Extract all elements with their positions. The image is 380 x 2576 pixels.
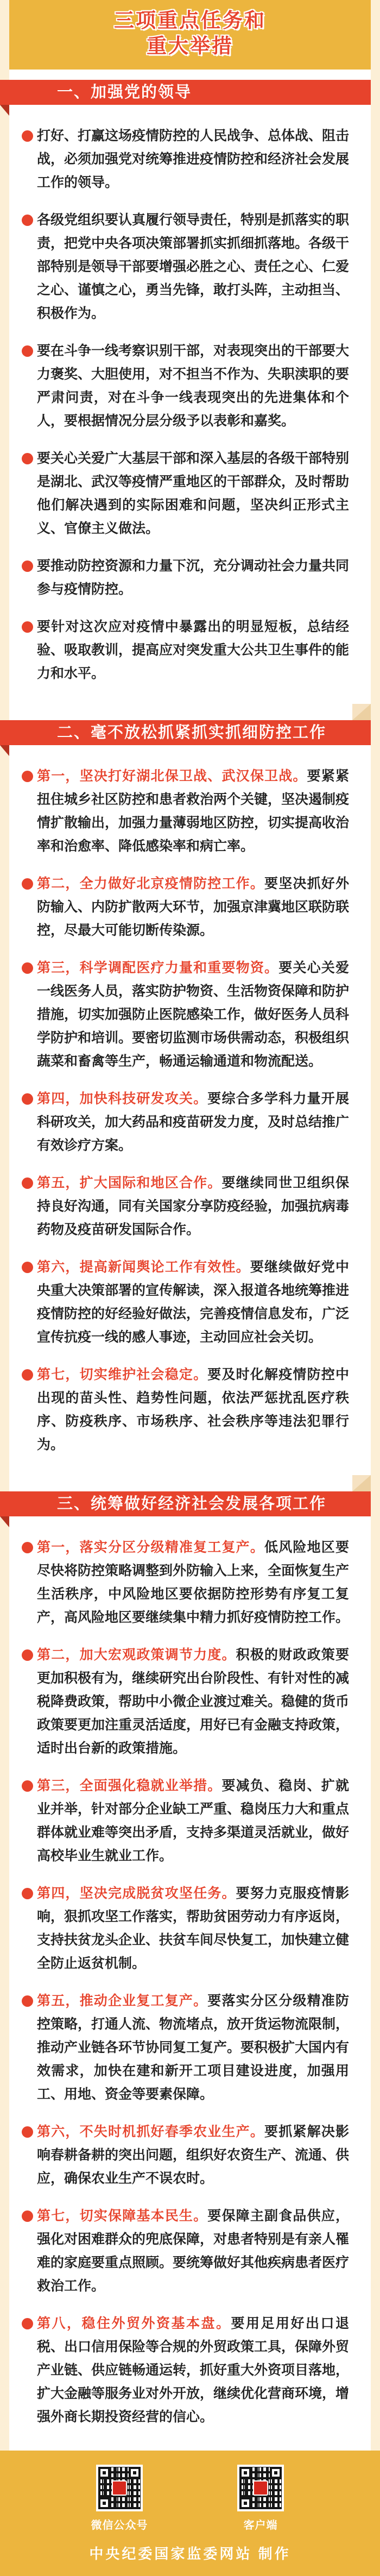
qr-finder-icon [239, 2497, 251, 2509]
bullet-dot-icon [22, 621, 33, 633]
bullet-item [22, 765, 349, 858]
bullet-dot-icon [22, 130, 33, 142]
qr-label: 微信公众号 [91, 2520, 148, 2531]
bullet-text: 要抓紧解决影响春耕备耕的突出问题，组织好农资生产、流通、供应，确保农业生产不误农时。 [37, 2124, 350, 2186]
bullet-item [22, 1256, 349, 1349]
section-banner [0, 720, 371, 745]
qr-code-icon [96, 2465, 143, 2511]
bullet-item [22, 447, 349, 540]
bullet-item [22, 2120, 349, 2190]
bullet-text: 要用足用好出口退税、出口信用保险等合规的外贸政策工具，保障外贸产业链、供应链畅通运转，抓好重大外资项目落地，扩大金融等服务业对外开放，继续优化营商环境，增强外商长期投资经营的信心。 [37, 2316, 350, 2424]
bullet-dot-icon [22, 2210, 33, 2222]
page-title [9, 8, 371, 59]
qr-finder-icon [270, 2467, 282, 2479]
section-title: 三、统筹做好经济社会发展各项工作 [0, 1491, 371, 1516]
bullet-lead-text: 第五，推动企业复工复产。 [37, 1993, 208, 2008]
bullet-dot-icon [22, 1888, 33, 1899]
bullet-dot-icon [22, 1780, 33, 1792]
bullet-item [22, 615, 349, 685]
qr-label: 客户端 [243, 2520, 278, 2531]
bullet-text: 要坚决抓好外防输入、内防扩散两大环节，加强京津冀地区联防联控，尽最大可能切断传染源。 [37, 876, 350, 938]
bullet-dot-icon [22, 962, 33, 974]
page-title-line2: 重大举措 [147, 35, 233, 57]
bullet-list [9, 1536, 371, 2451]
bullet-dot-icon [22, 345, 33, 357]
section-1 [9, 80, 371, 707]
bullet-list [9, 124, 371, 707]
bullet-list [9, 765, 371, 1478]
section-banner [0, 1491, 371, 1516]
bullet-dot-icon [22, 1369, 33, 1381]
bullet-dot-icon [22, 1995, 33, 2007]
ribbon-fold-icon [0, 1516, 9, 1527]
bullet-text: 要减负、稳岗、扩就业并举，针对部分企业缺工严重、稳岗压力大和重点群体就业难等突出矛盾，支持多渠道灵活就业，做好高校毕业生就业工作。 [37, 1778, 350, 1863]
bullet-lead-text: 第八，稳住外贸外资基本盘。 [37, 2316, 231, 2331]
qr-row [0, 2465, 380, 2532]
bullet-item [22, 1989, 349, 2106]
bullet-text: 积极的财政政策要更加积极有为，继续研究出台阶段性、有针对性的减税降费政策，帮助中小微企业渡过难关。稳健的货币政策要更加注重灵活适度，用好已有金融支持政策，适时出台新的政策措施。 [37, 1647, 350, 1756]
bullet-dot-icon [22, 453, 33, 464]
bullet-item [22, 2312, 349, 2429]
qr-item-client [231, 2465, 290, 2532]
content-card [9, 70, 371, 2451]
bullet-item [22, 872, 349, 942]
page-footer [0, 2451, 380, 2576]
ribbon-fold-icon [0, 745, 9, 756]
bullet-lead-text: 第五，扩大国际和地区合作。 [37, 1175, 222, 1191]
bullet-text: 低风险地区要尽快将防控策略调整到外防输入上来，全面恢复生产生活秩序，中风险地区要依据防控形势有序复工复产，高风险地区要继续集中精力抓好疫情防控工作。 [37, 1540, 350, 1625]
bullet-item [22, 209, 349, 325]
bullet-lead-text: 第二，加大宏观政策调节力度。 [37, 1647, 236, 1662]
bullet-item [22, 956, 349, 1073]
section-title: 二、毫不放松抓紧抓实抓细防控工作 [0, 720, 371, 745]
bullet-text: 要针对这次应对疫情中暴露出的明显短板，总结经验、吸取教训，提高应对突发重大公共卫生事件的能力和水平。 [37, 619, 350, 681]
bullet-lead-text: 第七，切实维护社会稳定。 [37, 1367, 208, 1382]
bullet-lead-text: 第六，提高新闻舆论工作有效性。 [37, 1259, 250, 1275]
qr-finder-icon [98, 2497, 110, 2509]
page-title-line1: 三项重点任务和 [114, 9, 266, 32]
bullet-dot-icon [22, 215, 33, 226]
bullet-dot-icon [22, 1177, 33, 1189]
section-banner [0, 80, 371, 105]
bullet-dot-icon [22, 1649, 33, 1661]
ribbon-fold-icon [0, 105, 9, 116]
bullet-item [22, 339, 349, 433]
qr-finder-icon [239, 2467, 251, 2479]
bullet-text: 打好、打赢这场疫情防控的人民战争、总体战、阻击战，必须加强党对统筹推进疫情防控和经济社会发展工作的领导。 [37, 128, 350, 190]
qr-item-wechat [90, 2465, 149, 2532]
bullet-text: 要紧紧扭住城乡社区防控和患者救治两个关键，坚决遏制疫情扩散输出，加强力量薄弱地区防控，切实提高收治率和治愈率、降低感染率和病亡率。 [37, 769, 350, 854]
bullet-lead-text: 第一，落实分区分级精准复工复产。 [37, 1540, 265, 1555]
bullet-item [22, 1882, 349, 1975]
qr-code-icon [237, 2465, 284, 2511]
bullet-item [22, 555, 349, 601]
bullet-dot-icon [22, 878, 33, 890]
qr-finder-icon [129, 2467, 141, 2479]
bullet-item [22, 124, 349, 194]
bullet-lead-text: 第七，切实保障基本民生。 [37, 2208, 208, 2224]
page-fold-corner-icon [352, 704, 371, 720]
bullet-text: 各级党组织要认真履行领导责任，特别是抓落实的职责，把党中央各项决策部署抓实抓细抓落地。各级干部特别是领导干部要增强必胜之心、责任之心、仁爱之心、谨慎之心，勇当先锋，敢打头阵，主动担当、积极作为。 [37, 212, 350, 321]
qr-center-logo-icon [112, 2480, 127, 2496]
bullet-dot-icon [22, 771, 33, 782]
bullet-text: 要落实分区分级精准防控策略，打通人流、物流堵点，放开货运物流限制，推动产业链各环节协同复工复产。要积极扩大国内有效需求，加快在建和新开工项目建设进度，加强用工、用地、资金等要素保障。 [37, 1993, 350, 2102]
bullet-dot-icon [22, 1262, 33, 1273]
bullet-text: 要关心关爱一线医务人员，落实防护物资、生活物资保障和防护措施，切实加强防止医院感染工作，做好医务人员科学防护和培训。要密切监测市场供需动态，积极组织蔬菜和畜禽等生产，畅通运输通道和物流配送。 [37, 960, 350, 1069]
bullet-lead-text: 第四，坚决完成脱贫攻坚任务。 [37, 1886, 236, 1901]
qr-finder-icon [98, 2467, 110, 2479]
section-2 [9, 720, 371, 1478]
bullet-text: 要推动防控资源和力量下沉，充分调动社会力量共同参与疫情防控。 [37, 558, 350, 597]
bullet-item [22, 1363, 349, 1457]
bullet-item [22, 1172, 349, 1242]
section-3 [9, 1491, 371, 2451]
bullet-text: 要及时化解疫情防控中出现的苗头性、趋势性问题，依法严惩扰乱医疗秩序、防疫秩序、市场秩序、社会秩序等违法犯罪行为。 [37, 1367, 349, 1452]
bullet-text: 要综合多学科力量开展科研攻关，加大药品和疫苗研发力度，及时总结推广有效诊疗方案。 [37, 1091, 350, 1153]
bullet-item [22, 1536, 349, 1629]
bullet-item [22, 2205, 349, 2298]
bullet-item [22, 1643, 349, 1760]
bullet-text: 要在斗争一线考察识别干部，对表现突出的干部要大力褒奖、大胆使用，对不担当不作为、失职渎职的要严肃问责，对在斗争一线表现突出的先进集体和个人，要根据情况分层分级予以表彰和嘉奖。 [37, 343, 350, 429]
bullet-text: 要继续做好党中央重大决策部署的宣传解读，深入报道各地统筹推进疫情防控的好经验好做法，完善疫情信息发布，广泛宣传抗疫一线的感人事迹，主动回应社会关切。 [37, 1259, 350, 1345]
credit-line: 中央纪委国家监委网站 制作 [89, 2546, 291, 2562]
page-fold-corner-icon [352, 1475, 371, 1491]
bullet-lead-text: 第三，科学调配医疗力量和重要物资。 [37, 960, 279, 975]
page-header [9, 0, 371, 70]
bullet-text: 要努力克服疫情影响，狠抓攻坚工作落实，帮助贫困劳动力有序返岗，支持扶贫龙头企业、扶贫车间尽快复工，加快建立健全防止返贫机制。 [37, 1886, 350, 1971]
bullet-dot-icon [22, 2126, 33, 2138]
bullet-dot-icon [22, 1093, 33, 1105]
bullet-text: 要继续同世卫组织保持良好沟通，同有关国家分享防疫经验，加强抗病毒药物及疫苗研发国际合作。 [37, 1175, 350, 1237]
qr-center-logo-icon [253, 2480, 268, 2496]
bullet-lead-text: 第四，加快科技研发攻关。 [37, 1091, 208, 1106]
bullet-text: 要保障主副食品供应，强化对困难群众的兜底保障，对患者特别是有亲人罹难的家庭要重点照顾。要统筹做好其他疾病患者医疗救治工作。 [37, 2208, 350, 2294]
bullet-dot-icon [22, 560, 33, 572]
bullet-lead-text: 第二，全力做好北京疫情防控工作。 [37, 876, 265, 891]
bullet-lead-text: 第六，不失时机抓好春季农业生产。 [37, 2124, 265, 2139]
bullet-dot-icon [22, 1542, 33, 1553]
bullet-text: 要关心关爱广大基层干部和深入基层的各级干部特别是湖北、武汉等疫情严重地区的干部群众，及时帮助他们解决遇到的实际困难和问题，坚决纠正形式主义、官僚主义做法。 [37, 451, 350, 536]
bullet-lead-text: 第一，坚决打好湖北保卫战、武汉保卫战。 [37, 769, 307, 784]
section-title: 一、加强党的领导 [0, 80, 371, 105]
bullet-lead-text: 第三，全面强化稳就业举措。 [37, 1778, 222, 1793]
bullet-dot-icon [22, 2318, 33, 2329]
bullet-item [22, 1774, 349, 1868]
bullet-item [22, 1087, 349, 1157]
